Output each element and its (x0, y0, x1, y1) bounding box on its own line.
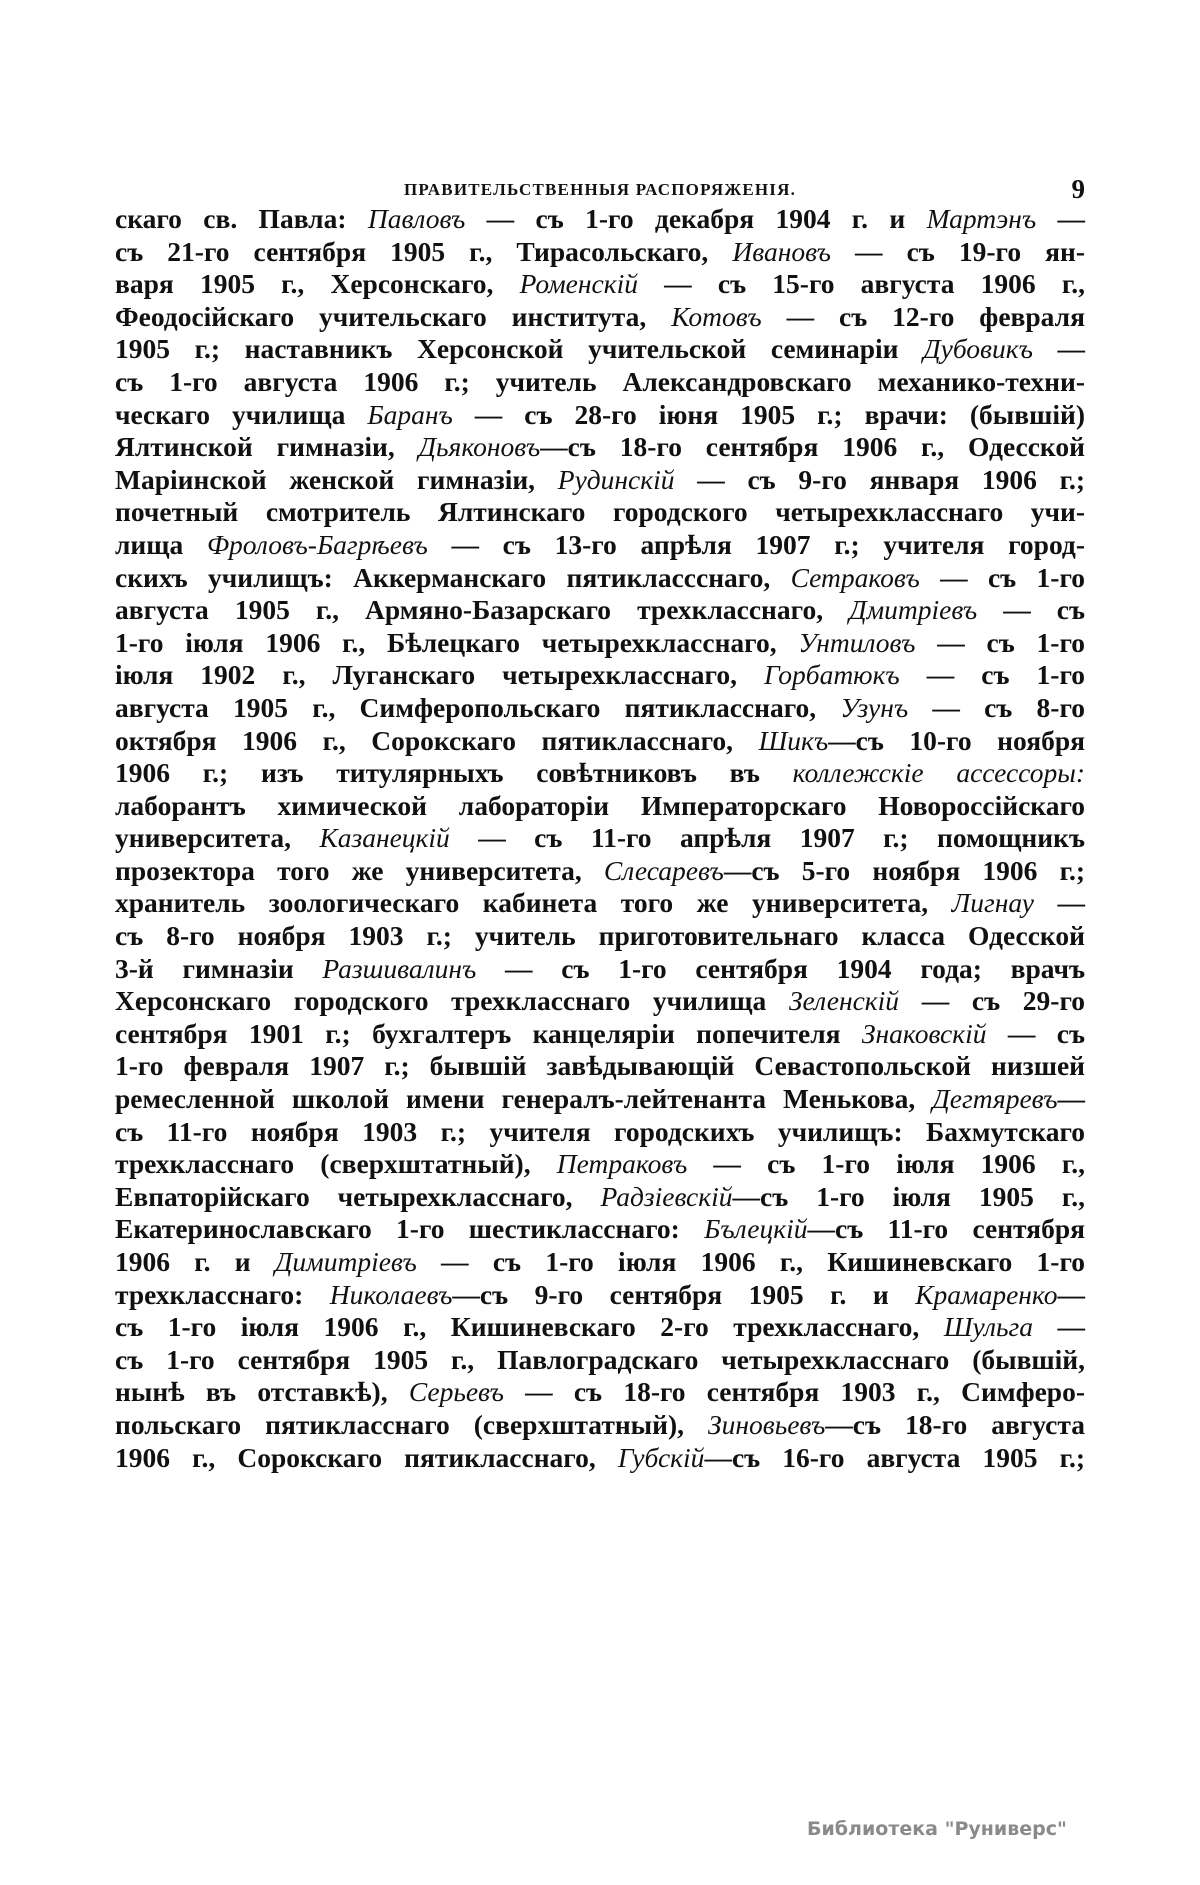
text-run: августа 1905 г., Армяно-Базарскаго трехкласснаго, (115, 594, 850, 626)
text-line (115, 1279, 1085, 1312)
text-run: — (1036, 203, 1085, 234)
text-run: трехкласснаго (сверхштатный), (115, 1148, 557, 1180)
text-line (115, 1018, 1085, 1051)
text-run: Ялтинской гимназіи, (115, 431, 419, 463)
text-run: 1906 г., Сорокскаго пятикласснаго, (115, 1441, 618, 1473)
text-run: скаго св. Павла: (115, 203, 368, 234)
italic-name: Димитріевъ (274, 1246, 417, 1277)
text-run: съ 1-го сентября 1905 г., Павлоградскаго четырехкласснаго (бывшій, (115, 1343, 1085, 1375)
text-run: лаборантъ химической лабораторіи Императорскаго Новороссійскаго (115, 789, 1085, 821)
text-run: 1-го февраля 1907 г.; бывшій завѣдывающій Севастопольской низшей (115, 1050, 1085, 1082)
text-run: съ 21-го сентября 1905 г., Тирасольскаго, (115, 235, 733, 267)
text-run: августа 1905 г., Симферопольскаго пятикласснаго, (115, 691, 841, 723)
library-watermark: Библиотека "Руниверс" (807, 1818, 1067, 1840)
italic-name: Рудинскій (557, 463, 675, 495)
text-line (115, 1376, 1085, 1409)
text-run: —съ 11-го сентября (807, 1213, 1085, 1245)
text-run: нынѣ въ отставкѣ), (115, 1376, 409, 1408)
text-run: — съ 28-го іюня 1905 г.; врачи: (бывшій) (452, 398, 1085, 430)
italic-name: Лигнау (951, 887, 1034, 919)
text-line (115, 1246, 1085, 1279)
text-line (115, 496, 1085, 529)
text-run: — съ 18-го сентября 1903 г., Симферо- (503, 1376, 1086, 1408)
italic-name: Николаевъ (329, 1278, 453, 1310)
text-run: — съ 8-го (908, 691, 1085, 723)
italic-name: Зиновьевъ (708, 1408, 826, 1440)
text-run: — съ 13-го апрѣля 1907 г.; учителя город- (427, 528, 1085, 560)
text-run: съ 11-го ноября 1903 г.; учителя городскихъ училищъ: Бахмутскаго (115, 1115, 1085, 1147)
text-run: —съ 1-го іюля 1905 г., (732, 1180, 1085, 1212)
text-run: —съ 18-го августа (825, 1408, 1085, 1440)
text-run: — съ (977, 594, 1085, 626)
body-text (115, 203, 1085, 1474)
text-run: — съ 1-го сентября 1904 года; врачъ (476, 952, 1085, 984)
italic-name: Петраковъ (556, 1148, 688, 1180)
text-run: 1-го іюля 1906 г., Бѣлецкаго четырехкласснаго, (115, 626, 799, 658)
running-header (115, 176, 1085, 206)
text-line (115, 333, 1085, 366)
text-run: съ 1-го августа 1906 г.; учитель Александровскаго механико-техни- (115, 365, 1085, 397)
text-run: скихъ училищъ: Аккерманскаго пятиклассснаго, (115, 561, 791, 593)
text-run: октября 1906 г., Сорокскаго пятикласснаго, (115, 724, 759, 756)
text-run: — съ 29-го (899, 985, 1086, 1017)
italic-name: Сетраковъ (790, 561, 920, 593)
text-line (115, 529, 1085, 562)
page-number: 9 (1071, 174, 1085, 204)
italic-name: Разшивалинъ (322, 952, 477, 984)
italic-name: Бълецкій (704, 1213, 808, 1245)
text-run: —съ 5-го ноября 1906 г.; (723, 854, 1085, 886)
text-run: университета, (115, 822, 320, 854)
italic-name: Котовъ (671, 300, 762, 332)
text-line (115, 366, 1085, 399)
text-line (115, 627, 1085, 660)
text-run: 3-й гимназіи (115, 952, 323, 984)
text-line (115, 1050, 1085, 1083)
text-run: съ 8-го ноября 1903 г.; учитель приготовительнаго класса Одесской (115, 920, 1085, 952)
text-run: — (1057, 1278, 1085, 1310)
italic-name: Шульга (943, 1311, 1033, 1343)
italic-name: Крамаренко (915, 1278, 1058, 1310)
text-run: — (1032, 333, 1086, 365)
text-line (115, 985, 1085, 1018)
text-line (115, 464, 1085, 497)
text-run: —съ 18-го сентября 1906 г., Одесской (540, 431, 1086, 463)
italic-name: Горбатюкъ (764, 659, 900, 691)
text-run: ремесленной школой имени генералъ-лейтенанта Менькова, (115, 1083, 933, 1115)
italic-name: Узунъ (840, 691, 909, 723)
text-run: варя 1905 г., Херсонскаго, (115, 268, 520, 300)
text-line (115, 757, 1085, 790)
text-run: — съ 1-го (919, 561, 1086, 593)
text-run: — съ (986, 1017, 1085, 1049)
text-run: хранитель зоологическаго кабинета того же университета, (115, 887, 952, 919)
italic-name: Зеленскій (788, 985, 900, 1017)
italic-name: коллежскіе ассессоры: (792, 757, 1085, 789)
text-run: — (1032, 1311, 1085, 1343)
text-run: іюля 1902 г., Луганскаго четырехкласснаго, (115, 659, 765, 691)
text-run: — съ 1-го (899, 659, 1086, 691)
text-run: —съ 16-го августа 1905 г.; (704, 1441, 1085, 1473)
text-line (115, 920, 1085, 953)
text-line (115, 1409, 1085, 1442)
text-run: Херсонскаго городского трехкласснаго училища (115, 985, 789, 1017)
text-run: —съ 9-го сентября 1905 г. и (452, 1278, 916, 1310)
text-run: 1906 г.; изъ титулярныхъ совѣтниковъ въ (115, 757, 793, 789)
text-run: — съ 19-го ян- (830, 235, 1085, 267)
text-line (115, 1311, 1085, 1344)
text-line (115, 692, 1085, 725)
text-run: 1905 г.; наставникъ Херсонской учительской семинаріи (115, 333, 924, 365)
text-line (115, 953, 1085, 986)
text-line (115, 887, 1085, 920)
text-run: прозектора того же университета, (115, 854, 604, 886)
text-line (115, 1148, 1085, 1181)
text-line (115, 1083, 1085, 1116)
text-line (115, 855, 1085, 888)
text-line (115, 399, 1085, 432)
text-line (115, 1344, 1085, 1377)
text-run: — съ 15-го августа 1906 г., (638, 268, 1085, 300)
text-run: — съ 12-го февраля (761, 300, 1085, 332)
italic-name: Дубовикъ (923, 333, 1033, 365)
text-line (115, 562, 1085, 595)
italic-name: Слесаревъ (603, 854, 724, 886)
italic-name: Фроловъ-Багрѣевъ (206, 528, 428, 560)
italic-name: Губскій (617, 1441, 705, 1473)
italic-name: Шикъ (758, 724, 829, 756)
italic-name: Серьевъ (408, 1376, 504, 1408)
text-run: — съ 1-го іюля 1906 г., (687, 1148, 1085, 1180)
text-run: ческаго училища (115, 398, 368, 430)
text-run: Евпаторійскаго четырехкласснаго, (115, 1180, 601, 1212)
italic-name: Радзіевскій (600, 1180, 733, 1212)
text-line (115, 1116, 1085, 1149)
text-run: — съ 1-го іюля 1906 г., Кишиневскаго 1-го (416, 1246, 1086, 1277)
text-run: — (1057, 1083, 1085, 1115)
text-line (115, 431, 1085, 464)
text-line (115, 236, 1085, 269)
text-run: Маріинской женской гимназіи, (115, 463, 558, 495)
italic-name: Мартэнъ (926, 203, 1037, 234)
italic-name: Дьяконовъ (418, 431, 541, 463)
text-line (115, 1181, 1085, 1214)
italic-name: Роменскій (519, 268, 638, 300)
text-line (115, 790, 1085, 823)
italic-name: Павловъ (367, 203, 466, 234)
italic-name: Дмитріевъ (849, 594, 978, 626)
text-run: Феодосійскаго учительскаго института, (115, 300, 672, 332)
running-title: ПРАВИТЕЛЬСТВЕННЫЯ РАСПОРЯЖЕНІЯ. (403, 180, 797, 199)
text-run: польскаго пятикласснаго (сверхштатный), (115, 1408, 709, 1440)
text-run: сентября 1901 г.; бухгалтеръ канцеляріи попечителя (115, 1017, 862, 1049)
text-run: — съ 1-го декабря 1904 г. и (465, 203, 927, 234)
text-run: — (1033, 887, 1086, 919)
italic-name: Баранъ (367, 398, 453, 430)
text-line (115, 268, 1085, 301)
text-run: 1906 г. и (115, 1246, 275, 1277)
text-run: почетный смотритель Ялтинскаго городского четырехкласснаго учи- (115, 496, 1085, 528)
italic-name: Ивановъ (732, 235, 831, 267)
text-run: —съ 10-го ноября (828, 724, 1085, 756)
text-line (115, 659, 1085, 692)
text-line (115, 203, 1085, 236)
text-run: лища (115, 528, 207, 560)
text-line (115, 1213, 1085, 1246)
italic-name: Знаковскій (861, 1017, 987, 1049)
text-line (115, 301, 1085, 334)
text-line (115, 822, 1085, 855)
italic-name: Дегтяревъ (932, 1083, 1058, 1115)
text-line (115, 725, 1085, 758)
text-line (115, 594, 1085, 627)
text-run: Екатеринославскаго 1-го шестикласснаго: (115, 1213, 705, 1245)
text-run: трехкласснаго: (115, 1278, 330, 1310)
italic-name: Казанецкій (319, 822, 450, 854)
italic-name: Унтиловъ (798, 626, 916, 658)
text-run: — съ 11-го апрѣля 1907 г.; помощникъ (449, 822, 1085, 854)
text-run: — съ 1-го (915, 626, 1085, 658)
text-run: — съ 9-го января 1906 г.; (674, 463, 1085, 495)
text-run: съ 1-го іюля 1906 г., Кишиневскаго 2-го трехкласснаго, (115, 1311, 944, 1343)
text-line (115, 1442, 1085, 1475)
